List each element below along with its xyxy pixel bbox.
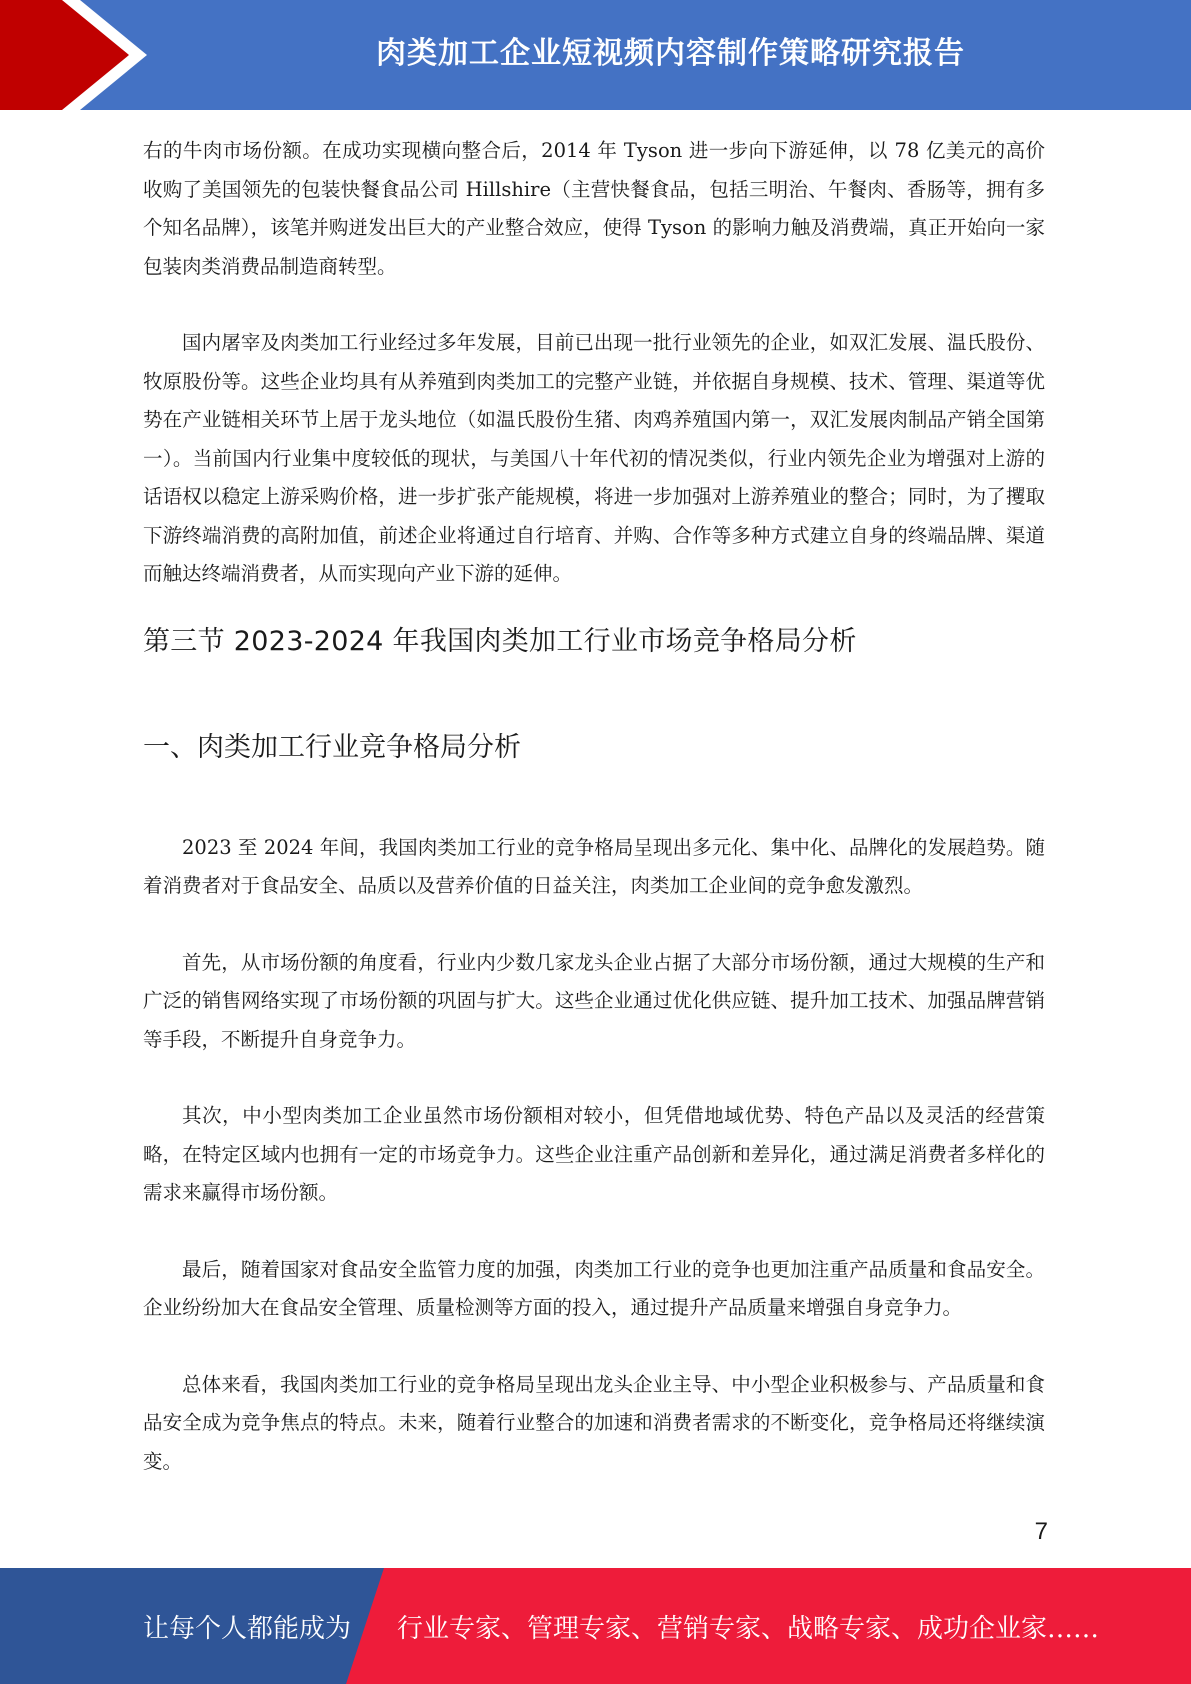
- subsection-title: 一、肉类加工行业竞争格局分析: [143, 731, 521, 763]
- section-title: 第三节 2023-2024 年我国肉类加工行业市场竞争格局分析: [143, 625, 857, 657]
- header-band: [0, 0, 1191, 110]
- footer-band: [0, 1568, 1191, 1684]
- report-title: 肉类加工企业短视频内容制作策略研究报告: [376, 36, 965, 71]
- paragraph-last: 最后，随着国家对食品安全监管力度的加强，肉类加工行业的竞争也更加注重产品质量和食品安全。企业纷纷加大在食品安全管理、质量检测等方面的投入，通过提升产品质量来增强自身竞争力。: [143, 1257, 1045, 1319]
- paragraph-domestic-industry: 国内屠宰及肉类加工行业经过多年发展，目前已出现一批行业领先的企业，如双汇发展、温氏股份、牧原股份等。这些企业均具有从养殖到肉类加工的完整产业链，并依据自身规模、技术、管理、渠道等优势在产业链相关环节上居于龙头地位（如温氏股份生猪、肉鸡养殖国内第一，双汇发展肉制品产销全国第一）。当前国内行业集中度较低的现状，与美国八十年代初的情况类似，行业内领先企业为增强对上游的话语权以稳定上游采购价格，进一步扩张产能规模，将进一步加强对上游养殖业的整合；同时，为了攫取下游终端消费的高附加值，前述企业将通过自行培育、并购、合作等多种方式建立自身的终端品牌、渠道而触达终端消费者，从而实现向产业下游的延伸。: [143, 331, 1045, 585]
- paragraph-tyson: 右的牛肉市场份额。在成功实现横向整合后，2014 年 Tyson 进一步向下游延伸，以 78 亿美元的高价收购了美国领先的包装快餐食品公司 Hillshire（主营快餐食品，包括三明治、午餐肉、香肠等，拥有多个知名品牌），该笔并购迸发出巨大的产业整合效应，使得 Tyson 的影响力触及消费端，真正开始向一家包装肉类消费品制造商转型。: [143, 139, 1045, 278]
- paragraph-summary: 总体来看，我国肉类加工行业的竞争格局呈现出龙头企业主导、中小型企业积极参与、产品质量和食品安全成为竞争焦点的特点。未来，随着行业整合的加速和消费者需求的不断变化，竞争格局还将继续演变。: [143, 1372, 1045, 1473]
- page-content: [143, 132, 1045, 1481]
- paragraph-first: 首先，从市场份额的角度看，行业内少数几家龙头企业占据了大部分市场份额，通过大规模的生产和广泛的销售网络实现了市场份额的巩固与扩大。这些企业通过优化供应链、提升加工技术、加强品牌营销等手段，不断提升自身竞争力。: [143, 950, 1045, 1051]
- footer-slogan-left: 让每个人都能成为: [143, 1613, 352, 1644]
- paragraph-second: 其次，中小型肉类加工企业虽然市场份额相对较小，但凭借地域优势、特色产品以及灵活的经营策略，在特定区域内也拥有一定的市场竞争力。这些企业注重产品创新和差异化，通过满足消费者多样化的需求来赢得市场份额。: [143, 1104, 1045, 1204]
- page-number: 7: [1034, 1518, 1048, 1545]
- paragraph-overview: 2023 至 2024 年间，我国肉类加工行业的竞争格局呈现出多元化、集中化、品牌化的发展趋势。随着消费者对于食品安全、品质以及营养价值的日益关注，肉类加工企业间的竞争愈发激烈。: [143, 835, 1045, 897]
- footer-slogan-right: 行业专家、管理专家、营销专家、战略专家、成功企业家……: [397, 1613, 1100, 1644]
